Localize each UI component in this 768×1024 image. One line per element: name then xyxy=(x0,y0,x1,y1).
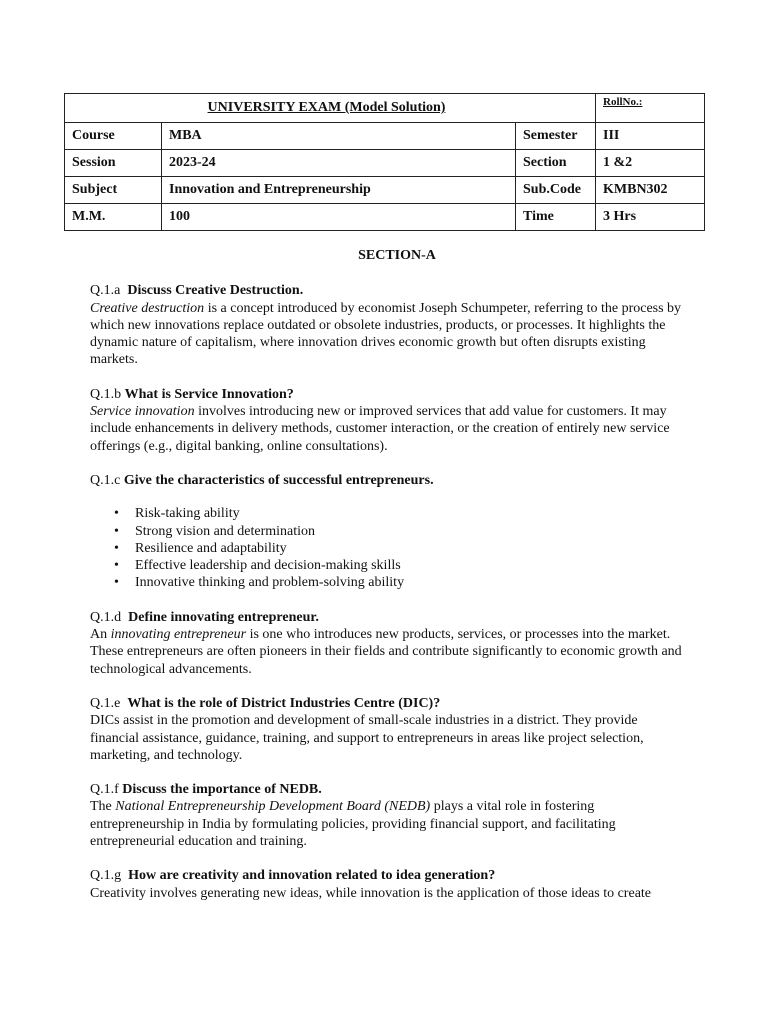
course-value: MBA xyxy=(162,123,516,150)
header-title-row xyxy=(65,94,705,123)
max-marks-value: 100 xyxy=(162,204,516,231)
list-item: • Risk-taking ability xyxy=(135,505,690,522)
exam-title-cell xyxy=(65,94,596,123)
answer-paragraph xyxy=(90,300,690,369)
question-text: How are creativity and innovation related to idea generation? xyxy=(128,868,496,884)
answer-prefix: The xyxy=(90,799,116,815)
answer-text: is a concept introduced by economist Joseph Schumpeter, referring to the process by which new innovations replace outdated or obsolete industries, products, or processes. It highlights the dynamic nature of capitalism, where innovation drives economic growth but often disrupts existing markets. xyxy=(90,300,682,368)
question-number: Q.1.f xyxy=(90,782,119,798)
question-heading xyxy=(90,695,690,712)
time-value: 3 Hrs xyxy=(596,204,705,231)
roll-no-cell: RollNo.: xyxy=(596,94,705,123)
answer-text: Creativity involves generating new ideas, while innovation is the application of those ideas to create xyxy=(90,885,652,901)
answer-paragraph xyxy=(90,798,690,850)
subject-value: Innovation and Entrepreneurship xyxy=(162,177,516,204)
subject-label: Subject xyxy=(65,177,162,204)
section-value: 1 &2 xyxy=(596,150,705,177)
answer-paragraph xyxy=(90,403,690,455)
answer-paragraph xyxy=(90,626,690,678)
answer-text: is one who introduces new products, services, or processes into the market. These entrepreneurs are often pioneers in their fields and contribute significantly to economic growth and technological advancements. xyxy=(90,627,682,677)
list-item: • Effective leadership and decision-making skills xyxy=(135,557,690,574)
answer-prefix: An xyxy=(90,627,111,643)
answer-term: Service innovation xyxy=(90,404,195,420)
answer-text: involves introducing new or improved services that add value for customers. It may include enhancements in delivery methods, customer interaction, or the creation of entirely new service offerings (e.g., digital banking, online consultations). xyxy=(90,404,670,454)
question-number: Q.1.a xyxy=(90,283,121,299)
course-label: Course xyxy=(65,123,162,150)
question-number: Q.1.g xyxy=(90,868,122,884)
subcode-value: KMBN302 xyxy=(596,177,705,204)
answer-term: Creative destruction xyxy=(90,300,205,316)
list-item: • Resilience and adaptability xyxy=(135,540,690,557)
question-heading xyxy=(90,282,690,299)
answer-term: National Entrepreneurship Development Board (NEDB) xyxy=(115,799,431,815)
answer-text: DICs assist in the promotion and development of small-scale industries in a district. They provide financial assistance, guidance, training, and support to entrepreneurs in areas like project selection, marketing, and technology. xyxy=(90,713,644,763)
exam-header-table xyxy=(64,93,705,231)
question-number: Q.1.e xyxy=(90,695,121,711)
time-label: Time xyxy=(516,204,596,231)
answer-paragraph xyxy=(90,712,690,764)
question-number: Q.1.d xyxy=(90,609,122,625)
list-item: • Strong vision and determination xyxy=(135,523,690,540)
header-row xyxy=(65,150,705,177)
max-marks-label: M.M. xyxy=(65,204,162,231)
question-heading xyxy=(90,386,690,403)
session-value: 2023-24 xyxy=(162,150,516,177)
question-number: Q.1.b xyxy=(90,386,122,402)
characteristics-list xyxy=(90,505,690,591)
question-text: Discuss Creative Destruction. xyxy=(127,283,304,299)
question-text: Give the characteristics of successful entrepreneurs. xyxy=(123,472,434,488)
subcode-label: Sub.Code xyxy=(516,177,596,204)
question-heading xyxy=(90,867,690,884)
question-text: What is the role of District Industries Centre (DIC)? xyxy=(127,695,441,711)
question-text: Define innovating entrepreneur. xyxy=(128,609,319,625)
session-label: Session xyxy=(65,150,162,177)
list-item: • Innovative thinking and problem-solving ability xyxy=(135,574,690,591)
exam-title: UNIVERSITY EXAM (Model Solution) xyxy=(207,100,446,115)
question-heading xyxy=(90,781,690,798)
header-row xyxy=(65,177,705,204)
header-row xyxy=(65,123,705,150)
answer-paragraph xyxy=(90,885,690,902)
answers-content xyxy=(90,247,690,919)
question-heading xyxy=(90,609,690,626)
section-title: SECTION-A xyxy=(358,248,436,263)
question-text: Discuss the importance of NEDB. xyxy=(122,782,322,798)
question-number: Q.1.c xyxy=(90,472,121,488)
answer-term: innovating entrepreneur xyxy=(110,627,247,643)
question-heading xyxy=(90,472,690,489)
section-label: Section xyxy=(516,150,596,177)
semester-value: III xyxy=(596,123,705,150)
header-row xyxy=(65,204,705,231)
answer-text: plays a vital role in fostering entrepreneurship in India by formulating policies, providing financial support, and facilitating entrepreneurial education and training. xyxy=(90,799,616,850)
semester-label: Semester xyxy=(516,123,596,150)
question-text: What is Service Innovation? xyxy=(124,386,294,402)
